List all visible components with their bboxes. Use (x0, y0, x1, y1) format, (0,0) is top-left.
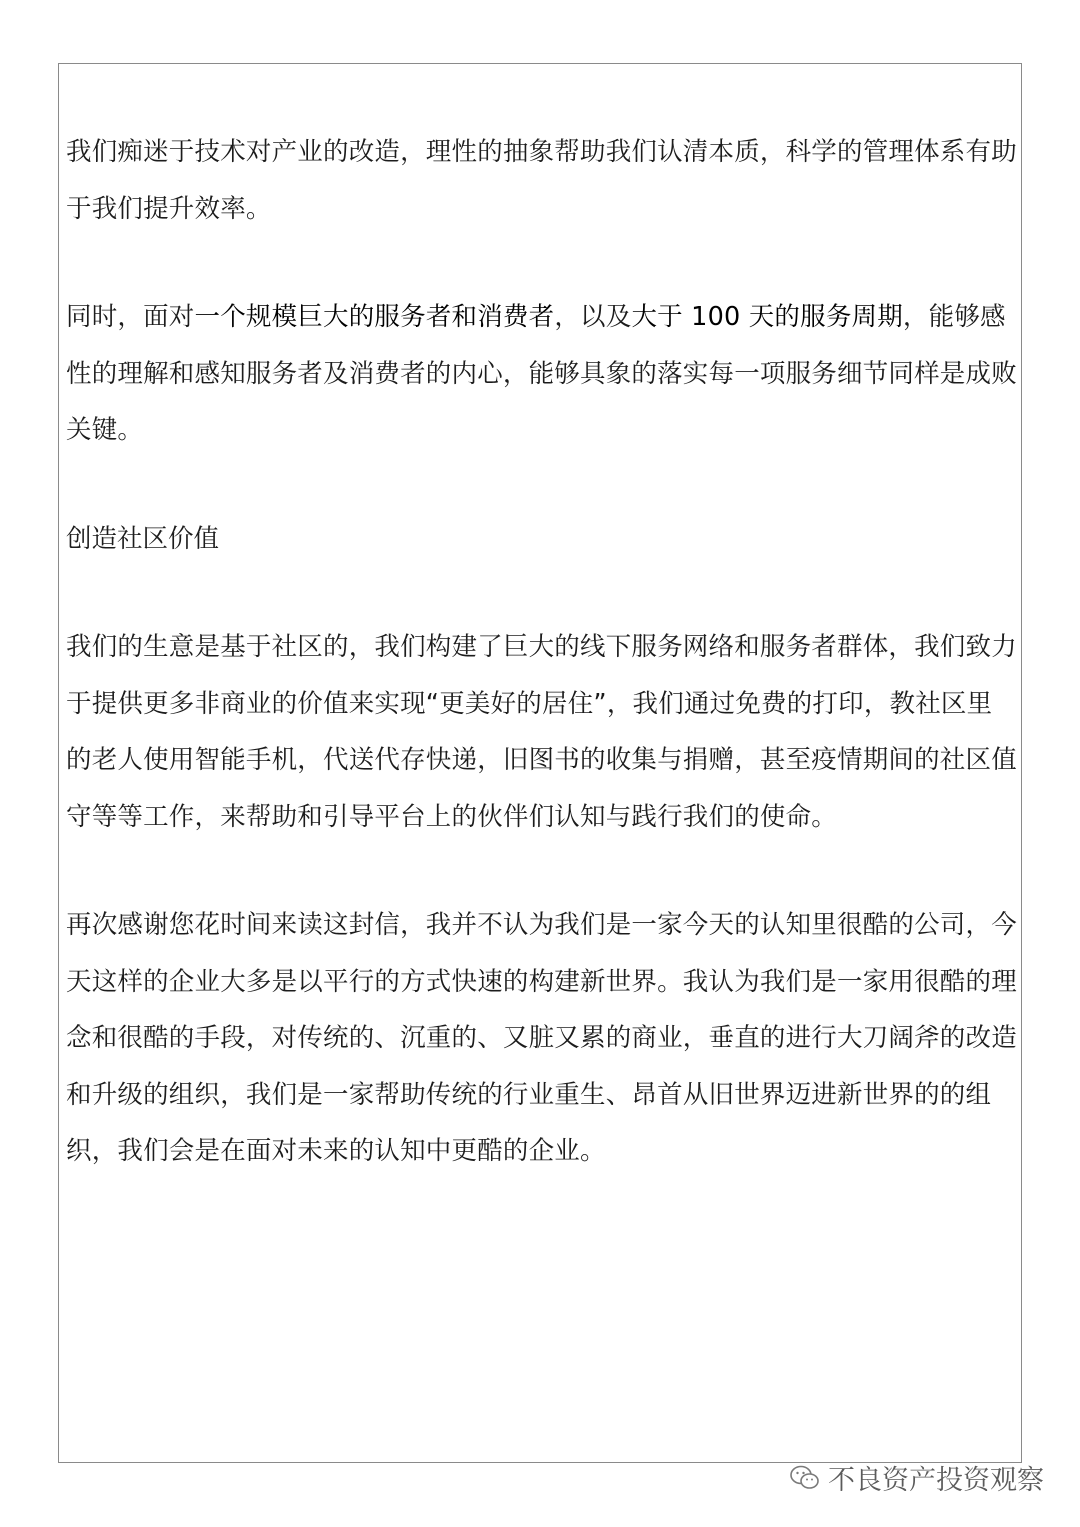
section-heading: 创造社区价值 (66, 523, 220, 554)
paragraph-service (66, 289, 1018, 459)
spacer (66, 567, 1018, 619)
p2-text-c: ，以及 (554, 302, 632, 332)
p2-emphasis-cycle: 大于 100 天的服务周期 (631, 302, 903, 332)
watermark (790, 1458, 1044, 1497)
document-body (66, 124, 1018, 1180)
p2-text-e: ，能够感性的理解和感知服务者及消费者的内心，能够具象的落实每一项服务细节同样是成败关键。 (66, 302, 1017, 445)
paragraph-tech: 我们痴迷于技术对产业的改造，理性的抽象帮助我们认清本质，科学的管理体系有助于我们提升效率。 (66, 137, 1017, 224)
wechat-icon (790, 1465, 820, 1491)
paragraph-community: 我们的生意是基于社区的，我们构建了巨大的线下服务网络和服务者群体，我们致力于提供更多非商业的价值来实现“更美好的居住”，我们通过免费的打印，教社区里的老人使用智能手机，代送代存快递，旧图书的收集与捐赠，甚至疫情期间的社区值守等等工作，来帮助和引导平台上的伙伴们认知与践行我们的使命。 (66, 632, 1017, 832)
paragraph-closing: 再次感谢您花时间来读这封信，我并不认为我们是一家今天的认知里很酷的公司，今天这样的企业大多是以平行的方式快速的构建新世界。我认为我们是一家用很酷的理念和很酷的手段，对传统的、沉重的、又脏又累的商业，垂直的进行大刀阔斧的改造和升级的组织，我们是一家帮助传统的行业重生、昂首从旧世界迈进新世界的的组织，我们会是在面对未来的认知中更酷的企业。 (66, 910, 1017, 1166)
spacer (66, 237, 1018, 289)
watermark-text: 不良资产投资观察 (828, 1465, 1044, 1496)
spacer (66, 459, 1018, 511)
spacer (66, 845, 1018, 897)
p2-text-a: 同时，面对 (66, 302, 195, 332)
p2-emphasis-scale: 一个规模巨大的服务者和消费者 (194, 302, 555, 332)
